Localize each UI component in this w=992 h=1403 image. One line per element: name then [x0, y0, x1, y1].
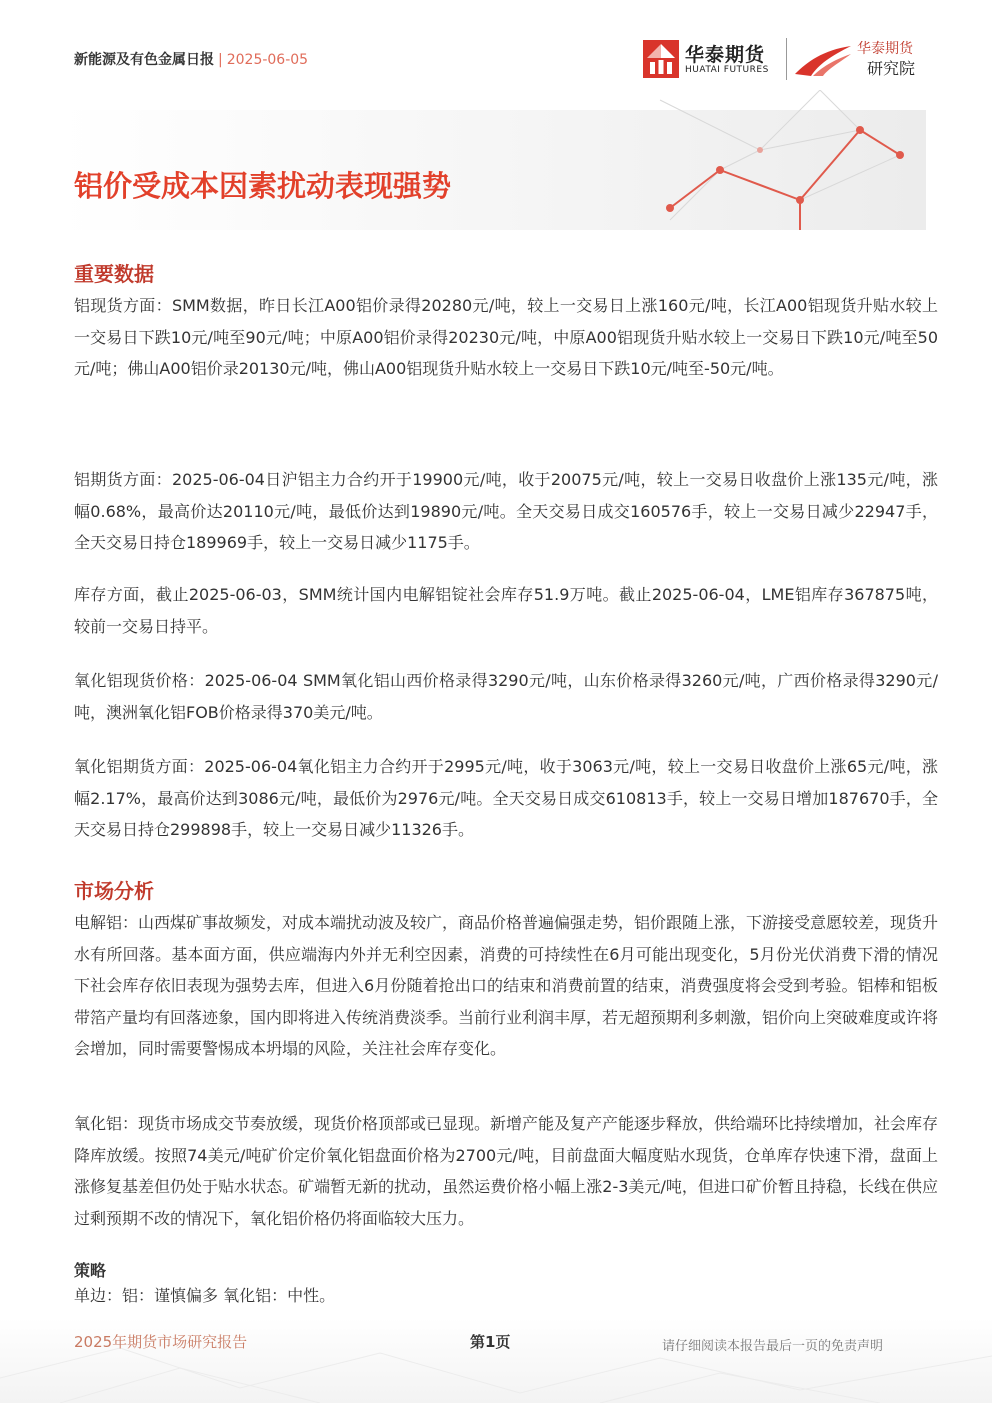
strategy-heading: 策略: [74, 1261, 107, 1280]
institute-logo-icon: [793, 42, 855, 78]
footer-report-series: 2025年期货市场研究报告: [74, 1333, 248, 1351]
paragraph-inventory: 库存方面，截止2025-06-03，SMM统计国内电解铝锭社会库存51.9万吨。截止2025-06-04，LME铝库存367875吨，较前一交易日持平。: [74, 585, 938, 636]
report-date: 2025-06-05: [226, 52, 309, 68]
section-heading-market-analysis: 市场分析: [74, 879, 154, 903]
institute-name-line2: 研究院: [867, 59, 916, 78]
paragraph-alumina-futures: 氧化铝期货方面：2025-06-04氧化铝主力合约开于2995元/吨，收于3063元/吨，较上一交易日收盘价上涨65元/吨，涨幅2.17%，最高价达到3086元/吨，最低价为2976元/吨。全天交易日成交610813手，较上一交易日增加187670手，全天交易日持仓299898手，较上一交易日减少11326手。: [74, 757, 938, 839]
header-separator: |: [218, 52, 223, 68]
brand-name-en: HUATAI FUTURES: [685, 65, 769, 75]
paragraph-electrolytic-aluminum: 电解铝：山西煤矿事故频发，对成本端扰动波及较广，商品价格普遍偏强走势，铝价跟随上涨，下游接受意愿较差，现货升水有所回落。基本面方面，供应端海内外并无利空因素，消费的可持续性在6月可能出现变化，5月份光伏消费下滑的情况下社会库存依旧表现为强势去库，但进入6月份随着抢出口的结束和消费前置的结束，消费强度将会受到考验。铝棒和铝板带箔产量均有回落迹象，国内即将进入传统消费淡季。当前行业利润丰厚，若无超预期利多刺激，铝价向上突破难度或许将会增加，同时需要警惕成本坍塌的风险，关注社会库存变化。: [74, 913, 939, 1058]
paragraph-aluminum-futures: 铝期货方面：2025-06-04日沪铝主力合约开于19900元/吨，收于20075元/吨，较上一交易日收盘价上涨135元/吨，涨幅0.68%，最高价达20110元/吨，最低价达到19890元/吨。全天交易日成交160576手，较上一交易日减少22947手，全天交易日持仓189969手，较上一交易日减少1175手。: [74, 470, 938, 552]
section-heading-key-data: 重要数据: [74, 262, 154, 286]
institute-name-line1: 华泰期货: [857, 41, 913, 57]
paragraph-aluminum-spot: 铝现货方面：SMM数据，昨日长江A00铝价录得20280元/吨，较上一交易日上涨160元/吨，长江A00铝现货升贴水较上一交易日下跌10元/吨至90元/吨；中原A00铝价录得20230元/吨，中原A00铝现货升贴水较上一交易日下跌10元/吨至50元/吨；佛山A00铝价录20130元/吨，佛山A00铝现货升贴水较上一交易日下跌10元/吨至-50元/吨。: [74, 296, 938, 378]
footer-disclaimer-note: 请仔细阅读本报告最后一页的免责声明: [662, 1339, 884, 1354]
report-header: [0, 0, 992, 230]
report-title: 铝价受成本因素扰动表现强势: [74, 169, 452, 203]
paragraph-alumina-spot: 氧化铝现货价格：2025-06-04 SMM氧化铝山西价格录得3290元/吨，山东价格录得3260元/吨，广西价格录得3290元/吨，澳洲氧化铝FOB价格录得370美元/吨。: [74, 671, 938, 722]
company-logo: [643, 38, 933, 82]
banner-decoration: [60, 90, 926, 230]
page-footer: [0, 1318, 992, 1403]
footer-page-number: 第1页: [470, 1333, 511, 1351]
header-report-info: [74, 49, 308, 69]
paragraph-alumina-analysis: 氧化铝：现货市场成交节奏放缓，现货价格顶部或已显现。新增产能及复产产能逐步释放，供给端环比持续增加，社会库存降库放缓。按照74美元/吨矿价定价氧化铝盘面价格为2700元/吨，目前盘面大幅度贴水现货，仓单库存快速下滑，盘面上涨修复基差但仍处于贴水状态。矿端暂无新的扰动，虽然运费价格小幅上涨2-3美元/吨，但进口矿价暂且持稳，长线在供应过剩预期不改的情况下，氧化铝价格仍将面临较大压力。: [74, 1114, 939, 1228]
brand-name-cn: 华泰期货: [685, 44, 766, 66]
logo-divider: [786, 38, 787, 80]
huatai-logo-icon: [643, 40, 679, 78]
report-name: 新能源及有色金属日报: [74, 52, 214, 68]
strategy-text: 单边：铝：谨慎偏多 氧化铝：中性。: [74, 1286, 336, 1305]
